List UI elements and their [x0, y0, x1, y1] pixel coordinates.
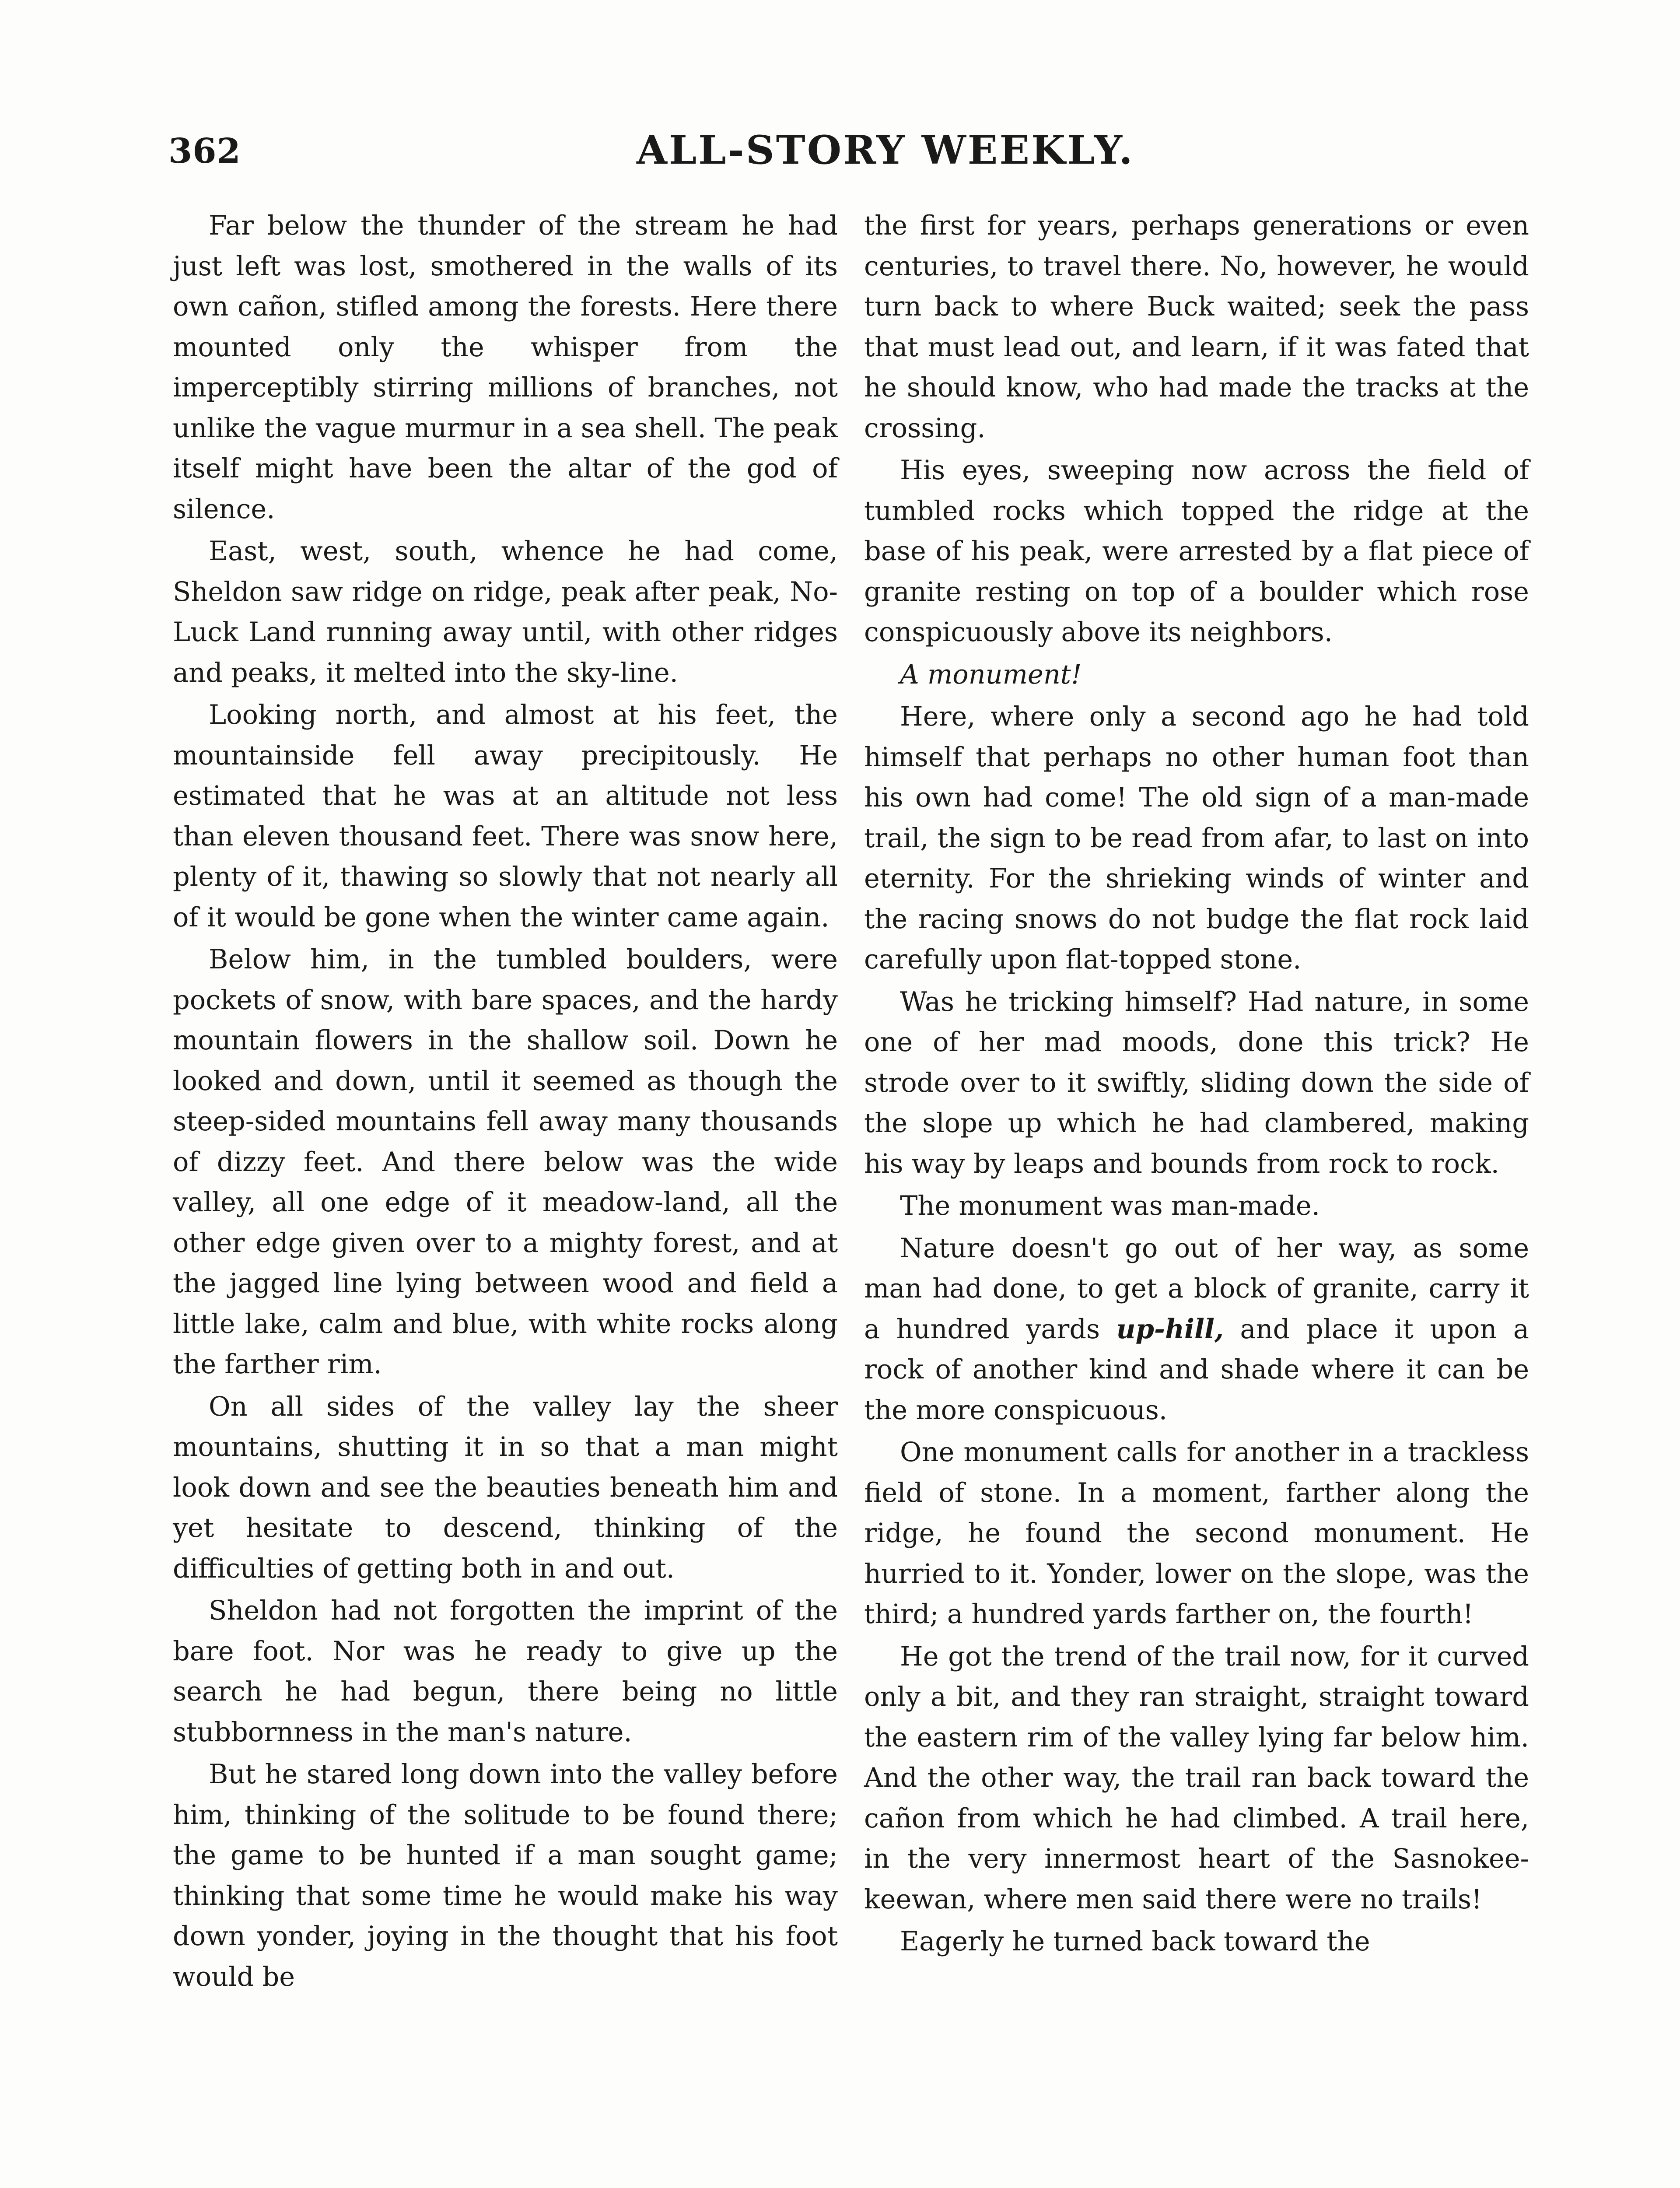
paragraph: Below him, in the tumbled boulders, were pockets of snow, with bare spaces, and the hardy mountain flowers in the shallow soil. Down he looked and down, until it seemed as though the steep-sided mountains fell away many thousands of dizzy feet. And there below was the wide valley, all one edge of it meadow-land, all the other edge given over to a mighty forest, and at the jagged line lying between wood and field a little lake, calm and blue, with white rocks along the farther rim. — [173, 944, 838, 1380]
left-column — [173, 206, 838, 1999]
paragraph — [864, 1228, 1529, 1431]
paragraph: Here, where only a second ago he had told himself that perhaps no other human foot than his own had come! The old sign of a man-made trail, the sign to be read from afar, to last on into eternity. For the shrieking winds of winter and the racing snows do not budge the flat rock laid carefully upon flat-topped stone. — [864, 701, 1529, 975]
running-title: ALL-STORY WEEKLY. — [637, 127, 1134, 173]
paragraph: the first for years, perhaps generations or even centuries, to travel there. No, however, he would turn back to where Buck waited; seek the pass that must lead out, and learn, if it was fated that he should know, who had made the tracks at the crossing. — [864, 210, 1529, 444]
paragraph: On all sides of the valley lay the sheer mountains, shutting it in so that a man might look down and see the beauties beneath him and yet hesitate to descend, thinking of the difficulties of getting both in and out. — [173, 1391, 838, 1584]
page-number: 362 — [168, 131, 241, 171]
paragraph-exclamation: A monument! — [900, 659, 1082, 690]
text-run: and place it upon a rock of another kind and shade where it can be the more conspicuous. — [864, 1314, 1529, 1426]
right-column — [864, 206, 1529, 1964]
paragraph: Was he tricking himself? Had nature, in some one of her mad moods, done this trick? He strode over to it swiftly, sliding down the side of the slope up which he had clambered, making his way by leaps and bounds from rock to rock. — [864, 986, 1529, 1179]
paragraph: One monument calls for another in a trackless field of stone. In a moment, farther along the ridge, he found the second monument. He hurried to it. Yonder, lower on the slope, was the third; a hundred yards farther on, the fourth! — [864, 1437, 1529, 1630]
text-run: Nature doesn't go out of her way, as some man had done, to get a block of granite, carry it a hundred yards — [864, 1233, 1529, 1345]
paragraph: His eyes, sweeping now across the field of tumbled rocks which topped the ridge at the base of his peak, were arrested by a flat piece of granite resting on top of a boulder which rose conspicuously above its neighbors. — [864, 455, 1529, 648]
paragraph: But he stared long down into the valley before him, thinking of the solitude to be found there; the game to be hunted if a man sought game; thinking that some time he would make his way down yonder, joying in the thought that his foot would be — [173, 1759, 838, 1992]
emphasis: up-hill, — [1116, 1313, 1224, 1345]
paragraph: Eagerly he turned back toward the — [900, 1926, 1370, 1957]
paragraph: He got the trend of the trail now, for it curved only a bit, and they ran straight, straight toward the eastern rim of the valley lying far below him. And the other way, the trail ran back toward the cañon from which he had climbed. A trail here, in the very innermost heart of the Sasnokee-keewan, where men said there were no trails! — [864, 1641, 1529, 1915]
paragraph: The monument was man-made. — [900, 1191, 1320, 1221]
paragraph: Sheldon had not forgotten the imprint of the bare foot. Nor was he ready to give up the search he had begun, there being no little stubbornness in the man's nature. — [173, 1595, 838, 1748]
paragraph: Looking north, and almost at his feet, the mountainside fell away precipitously. He estimated that he was at an altitude not less than eleven thousand feet. There was snow here, plenty of it, thawing so slowly that not nearly all of it would be gone when the winter came again. — [173, 700, 838, 933]
paragraph: East, west, south, whence he had come, Sheldon saw ridge on ridge, peak after peak, No-Luck Land running away until, with other ridges and peaks, it melted into the sky-line. — [173, 536, 838, 688]
paragraph: Far below the thunder of the stream he had just left was lost, smothered in the walls of its own cañon, stifled among the forests. Here there mounted only the whisper from the imperceptibly stirring millions of branches, not unlike the vague murmur in a sea shell. The peak itself might have been the altar of the god of silence. — [173, 210, 838, 525]
page-header — [168, 127, 1525, 184]
